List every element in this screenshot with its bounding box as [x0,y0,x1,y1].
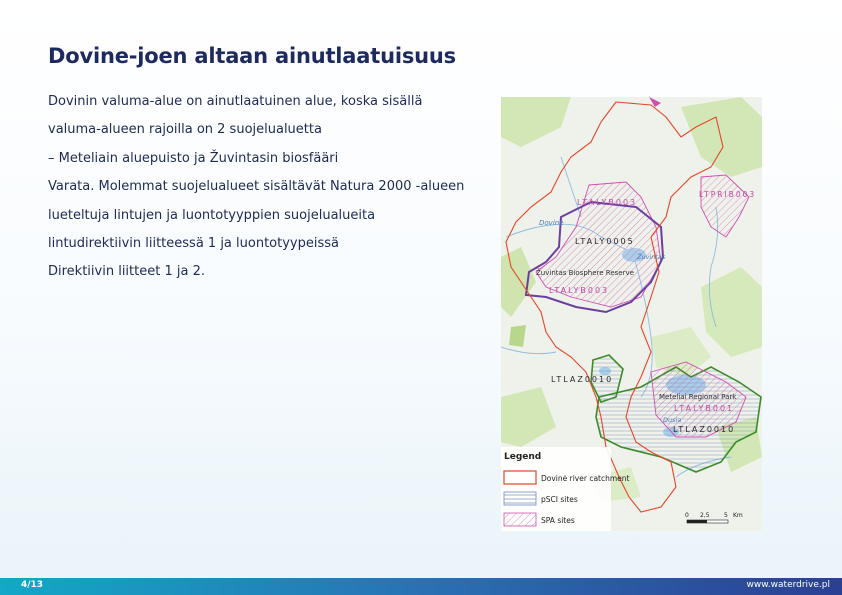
label-meteliai-park: Meteliai Regional Park [659,393,737,401]
slide-body [48,92,468,291]
legend-label-catchment: Dovinė river catchment [541,474,630,483]
footer-bar [0,578,842,595]
label-ltaly0005: LTALY0005 [575,237,635,246]
body-line: – Meteliain aluepuisto ja Žuvintasin biosfääri [48,150,339,166]
scale-tick-5: 5 [724,512,728,519]
label-ltlaz0010-south: LTLAZ0010 [673,425,736,434]
scale-bar [685,512,743,523]
label-ltalyb001: LTALYB001 [674,404,735,413]
body-line: lueteltuja lintujen ja luontotyyppien suojelualueita [48,207,376,223]
legend-swatch-psci [504,492,536,505]
label-zuvintas: Žuvintas [637,253,666,261]
body-line: Dovinin valuma-alue on ainutlaatuinen alue, koska sisällä [48,94,423,109]
label-ltprib003: LTPRIB003 [699,190,757,199]
body-line: Direktiivin liitteet 1 ja 2. [48,264,205,280]
label-ltalyb003-mid: LTALYB003 [549,286,610,295]
legend-label-psci: pSCI sites [541,495,578,504]
legend-label-spa: SPA sites [541,516,575,525]
body-line: valuma-alueen rajoilla on 2 suojelualuetta [48,122,322,138]
label-dovine-upper: Dovinė [539,219,564,227]
legend-swatch-spa [504,513,536,526]
label-ltalyb003-top: LTALYB003 [577,198,638,207]
body-line: Varata. Molemmat suojelualueet sisältävät Natura 2000 -alueen [48,179,465,195]
label-ltlaz0010-west: LTLAZ0010 [551,375,614,384]
catchment-map [501,97,762,531]
label-biosphere-reserve: Žuvintas Biosphere Reserve [536,269,634,277]
body-line: lintudirektiivin liitteessä 1 ja luontotyypeissä [48,235,339,251]
map-legend [501,447,630,531]
page-number: 4/13 [21,580,44,590]
label-dusia: Dusia [663,416,682,424]
scale-unit: Km [733,512,743,519]
scale-tick-2-5: 2,5 [700,512,710,519]
scale-tick-0: 0 [685,512,689,519]
slide-title: Dovine-joen altaan ainutlaatuisuus [48,44,456,68]
website-url[interactable]: www.waterdrive.pl [746,580,830,590]
legend-title: Legend [504,452,542,462]
